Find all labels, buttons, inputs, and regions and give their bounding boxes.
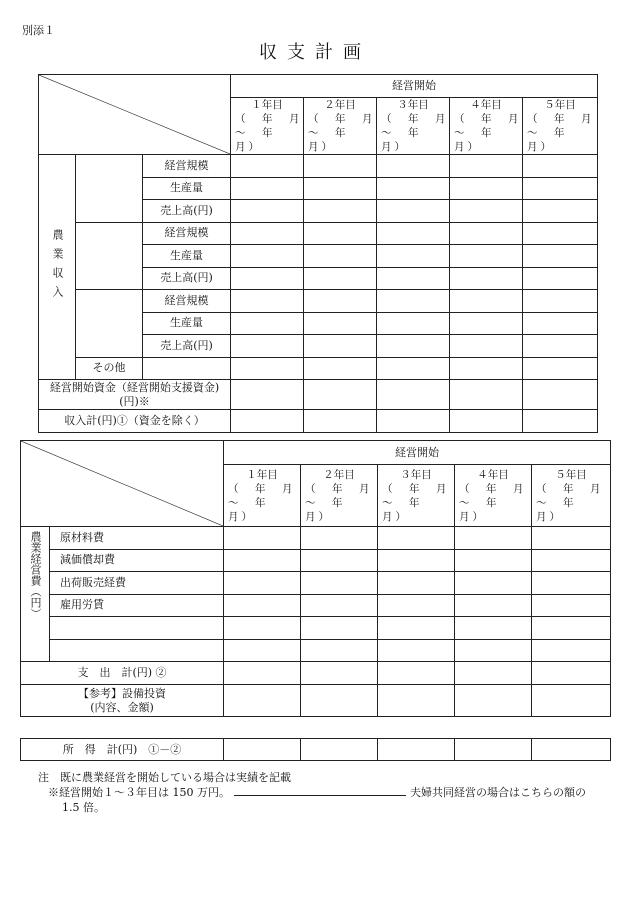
value-cell[interactable] <box>450 312 523 335</box>
year-header: １年目 （ 年 月 ～ 年 月） <box>231 98 304 155</box>
expense-item-label: 雇用労賃 <box>50 594 224 617</box>
value-cell[interactable] <box>377 245 450 268</box>
value-cell[interactable] <box>224 739 301 761</box>
value-cell[interactable] <box>523 335 598 358</box>
value-cell[interactable] <box>224 572 301 595</box>
value-cell[interactable] <box>304 200 377 223</box>
expense-item-label[interactable] <box>50 639 224 662</box>
income-total-label: 収入計(円)①（資金を除く） <box>39 410 231 433</box>
note-line-3: 1.5 倍。 <box>62 801 105 814</box>
value-cell[interactable] <box>532 617 611 640</box>
value-cell[interactable] <box>378 685 455 717</box>
value-cell[interactable] <box>378 739 455 761</box>
expense-total-label: 支 出 計(円) ② <box>21 662 224 685</box>
year-header: ３年目 （ 年 月 ～ 年 月） <box>378 465 455 527</box>
value-cell[interactable] <box>304 177 377 200</box>
value-cell[interactable] <box>377 380 450 410</box>
value-cell[interactable] <box>450 357 523 380</box>
value-cell[interactable] <box>377 200 450 223</box>
value-cell[interactable] <box>378 527 455 550</box>
value-cell[interactable] <box>455 739 532 761</box>
value-cell[interactable] <box>301 594 378 617</box>
value-cell[interactable] <box>224 527 301 550</box>
value-cell[interactable] <box>301 639 378 662</box>
value-cell[interactable] <box>450 290 523 313</box>
value-cell[interactable] <box>450 410 523 433</box>
value-cell[interactable] <box>377 155 450 178</box>
value-cell[interactable] <box>224 549 301 572</box>
farm-expense-label: 農業経営費（円） <box>21 527 50 662</box>
value-cell[interactable] <box>377 177 450 200</box>
value-cell[interactable] <box>377 290 450 313</box>
value-cell[interactable] <box>304 155 377 178</box>
value-cell[interactable] <box>450 200 523 223</box>
value-cell[interactable] <box>231 222 304 245</box>
value-cell[interactable] <box>224 617 301 640</box>
capex-reference-label: 【参考】設備投資 (内容、金額) <box>21 685 224 717</box>
value-cell[interactable] <box>377 267 450 290</box>
value-cell[interactable] <box>523 267 598 290</box>
value-cell[interactable] <box>455 572 532 595</box>
value-cell[interactable] <box>378 617 455 640</box>
value-cell[interactable] <box>231 357 304 380</box>
value-cell[interactable] <box>455 549 532 572</box>
row-label: 売上高(円) <box>143 335 231 358</box>
value-cell[interactable] <box>450 245 523 268</box>
start-header: 経営開始 <box>224 441 611 465</box>
page-title: 収支計画 <box>259 42 371 63</box>
row-label: 売上高(円) <box>143 267 231 290</box>
value-cell[interactable] <box>450 267 523 290</box>
value-cell[interactable] <box>301 549 378 572</box>
year-header: ５年目 （ 年 月 ～ 年 月） <box>523 98 598 155</box>
value-cell[interactable] <box>455 527 532 550</box>
crop-name-cell[interactable] <box>76 155 143 223</box>
value-cell[interactable] <box>455 617 532 640</box>
value-cell[interactable] <box>301 617 378 640</box>
value-cell[interactable] <box>224 662 301 685</box>
value-cell[interactable] <box>304 312 377 335</box>
start-header: 経営開始 <box>231 75 598 98</box>
value-cell[interactable] <box>378 639 455 662</box>
value-cell[interactable] <box>377 410 450 433</box>
year-header: ４年目 （ 年 月 ～ 年 月） <box>450 98 523 155</box>
notes <box>38 770 586 815</box>
value-cell[interactable] <box>532 594 611 617</box>
value-cell[interactable] <box>301 572 378 595</box>
value-cell[interactable] <box>532 549 611 572</box>
value-cell[interactable] <box>378 572 455 595</box>
value-cell[interactable] <box>231 245 304 268</box>
value-cell[interactable] <box>450 155 523 178</box>
value-cell[interactable] <box>455 685 532 717</box>
year-header: ５年目 （ 年 月 ～ 年 月） <box>532 465 611 527</box>
value-cell[interactable] <box>450 380 523 410</box>
value-cell[interactable] <box>523 410 598 433</box>
value-cell[interactable] <box>532 739 611 761</box>
value-cell[interactable] <box>450 177 523 200</box>
year-header: ４年目 （ 年 月 ～ 年 月） <box>455 465 532 527</box>
value-cell[interactable] <box>231 312 304 335</box>
crop-name-cell[interactable] <box>76 222 143 290</box>
value-cell[interactable] <box>301 739 378 761</box>
value-cell[interactable] <box>231 155 304 178</box>
row-label: 経営規模 <box>143 155 231 178</box>
value-cell[interactable] <box>231 200 304 223</box>
value-cell[interactable] <box>532 527 611 550</box>
note-line-2: ※経営開始１～３年目は 150 万円。 夫婦共同経営の場合はこちらの額の <box>48 786 586 799</box>
value-cell[interactable] <box>532 572 611 595</box>
year-header: ２年目 （ 年 月 ～ 年 月） <box>301 465 378 527</box>
value-cell[interactable] <box>523 357 598 380</box>
value-cell[interactable] <box>532 685 611 717</box>
net-income-table <box>20 738 611 761</box>
row-label: 生産量 <box>143 177 231 200</box>
row-label: 生産量 <box>143 312 231 335</box>
value-cell[interactable] <box>304 380 377 410</box>
row-label: 経営規模 <box>143 290 231 313</box>
net-income-label: 所 得 計(円) ①－② <box>21 739 224 761</box>
value-cell[interactable] <box>304 335 377 358</box>
row-label: 生産量 <box>143 245 231 268</box>
value-cell[interactable] <box>231 290 304 313</box>
value-cell[interactable] <box>224 639 301 662</box>
expense-item-label: 原材料費 <box>50 527 224 550</box>
value-cell[interactable] <box>304 245 377 268</box>
value-cell[interactable] <box>301 685 378 717</box>
value-cell[interactable] <box>304 222 377 245</box>
expense-item-label: 出荷販売経費 <box>50 572 224 595</box>
value-cell[interactable] <box>304 357 377 380</box>
value-cell[interactable] <box>455 594 532 617</box>
value-cell[interactable] <box>523 380 598 410</box>
blank-underline <box>234 785 406 796</box>
value-cell[interactable] <box>523 290 598 313</box>
value-cell[interactable] <box>523 155 598 178</box>
value-cell[interactable] <box>231 380 304 410</box>
attachment-label: 別添１ <box>22 24 55 37</box>
header-diagonal-cell <box>39 75 231 155</box>
value-cell[interactable] <box>450 335 523 358</box>
expense-item-label: 減価償却費 <box>50 549 224 572</box>
value-cell[interactable] <box>523 200 598 223</box>
value-cell[interactable] <box>532 662 611 685</box>
value-cell[interactable] <box>377 357 450 380</box>
value-cell[interactable] <box>301 662 378 685</box>
value-cell[interactable] <box>523 222 598 245</box>
note-line-1: 注 既に農業経営を開始している場合は実績を記載 <box>38 771 291 784</box>
value-cell[interactable] <box>455 662 532 685</box>
value-cell[interactable] <box>304 290 377 313</box>
row-label: 経営規模 <box>143 222 231 245</box>
row-label: 売上高(円) <box>143 200 231 223</box>
value-cell[interactable] <box>224 594 301 617</box>
value-cell[interactable] <box>523 312 598 335</box>
farm-income-label: 農業収入 <box>39 155 76 380</box>
value-cell[interactable] <box>304 410 377 433</box>
value-cell[interactable] <box>301 527 378 550</box>
other-detail-cell[interactable] <box>143 357 231 380</box>
year-header: ２年目 （ 年 月 ～ 年 月） <box>304 98 377 155</box>
income-table <box>38 74 598 433</box>
value-cell[interactable] <box>455 639 532 662</box>
value-cell[interactable] <box>377 222 450 245</box>
value-cell[interactable] <box>231 177 304 200</box>
value-cell[interactable] <box>304 267 377 290</box>
funding-label: 経営開始資金（経営開始支援資金) (円)※ <box>39 380 231 410</box>
value-cell[interactable] <box>523 177 598 200</box>
value-cell[interactable] <box>450 222 523 245</box>
header-diagonal-cell <box>21 441 224 527</box>
value-cell[interactable] <box>523 245 598 268</box>
crop-name-cell[interactable] <box>76 290 143 358</box>
value-cell[interactable] <box>224 685 301 717</box>
other-label: その他 <box>76 357 143 380</box>
year-header: ３年目 （ 年 月 ～ 年 月） <box>377 98 450 155</box>
expense-item-label[interactable] <box>50 617 224 640</box>
value-cell[interactable] <box>378 549 455 572</box>
value-cell[interactable] <box>378 594 455 617</box>
value-cell[interactable] <box>231 335 304 358</box>
value-cell[interactable] <box>378 662 455 685</box>
expense-table <box>20 440 611 717</box>
value-cell[interactable] <box>377 335 450 358</box>
value-cell[interactable] <box>231 267 304 290</box>
value-cell[interactable] <box>377 312 450 335</box>
value-cell[interactable] <box>532 639 611 662</box>
value-cell[interactable] <box>231 410 304 433</box>
year-header: １年目 （ 年 月 ～ 年 月） <box>224 465 301 527</box>
